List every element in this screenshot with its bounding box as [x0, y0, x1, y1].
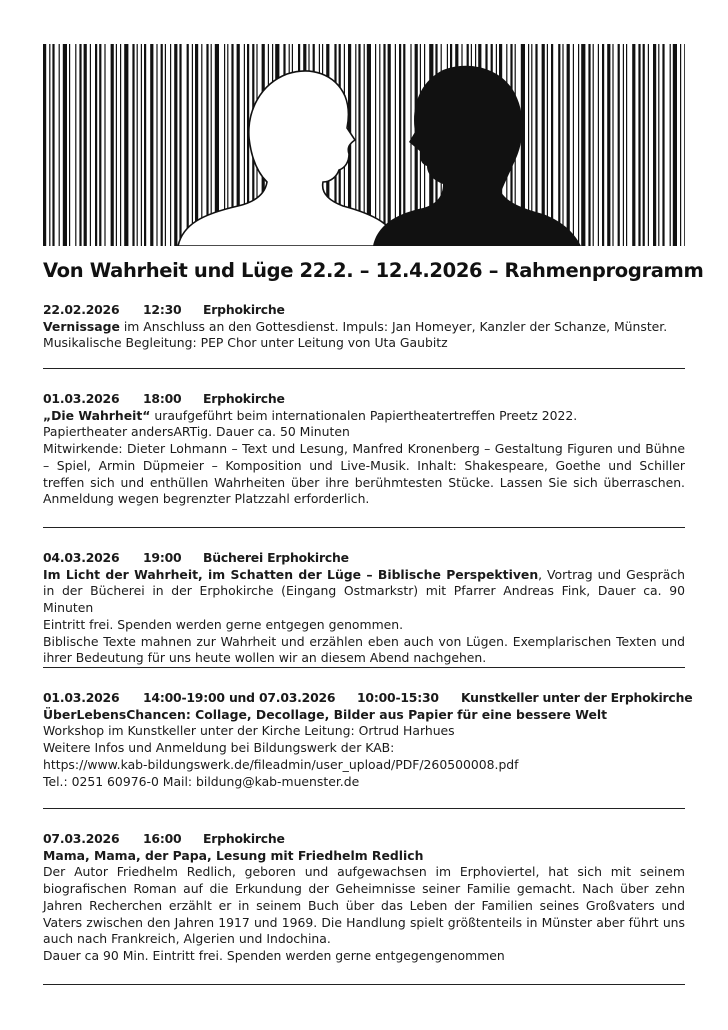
- event-place: Erphokirche: [203, 831, 285, 846]
- event-text: Dauer ca 90 Min. Eintritt frei. Spenden werden gerne entgegengenommen: [43, 947, 505, 963]
- event-meta: [43, 550, 685, 567]
- two-faces-barcode-illustration: [43, 44, 685, 246]
- event-text: Weitere Infos und Anmeldung bei Bildungswerk der KAB:: [43, 740, 395, 756]
- event-highlight: ÜberLebensChancen: Collage, Decollage, Bilder aus Papier für eine bessere Welt: [43, 706, 608, 722]
- event-meta: [43, 831, 685, 848]
- event-date: 07.03.2026: [43, 831, 120, 846]
- event-place: Erphokirche: [203, 391, 285, 406]
- event-time: 19:00: [143, 550, 182, 565]
- event-meta: [43, 391, 685, 408]
- barcode-silhouette-banner: [43, 44, 685, 246]
- divider: [43, 527, 685, 528]
- event-time: 12:30: [143, 302, 182, 317]
- divider: [43, 808, 685, 809]
- page-title: Von Wahrheit und Lüge 22.2. – 12.4.2026 – Rahmenprogramm: [43, 259, 704, 282]
- event-5: [43, 831, 685, 965]
- event-text: uraufgeführt beim internationalen Papiertheatertreffen Preetz 2022.: [150, 407, 578, 423]
- event-description: [43, 408, 685, 425]
- event-2: [43, 391, 685, 508]
- event-text: Der Autor Friedhelm Redlich, geboren und aufgewachsen im Erphoviertel, hat sich mit seinem biografischen Roman auf die Erkundung der Geheimnisse seiner Familie gemacht. Nach über zehn Jahren Recherchen erzählt er in seinem Buch über das Leben der Familien seines Großvaters und Vaters zwischen den Jahren 1917 und 1969. Die Handlung spielt größtenteils in Münster aber führt uns auch nach Frankreich, Algerien und Indochina.: [43, 864, 685, 947]
- event-3: [43, 550, 685, 667]
- event-description: [43, 319, 685, 336]
- divider: [43, 667, 685, 668]
- event-place: Erphokirche: [203, 302, 285, 317]
- event-link[interactable]: https://www.kab-bildungswerk.de/fileadmin/user_upload/PDF/260500008.pdf: [43, 756, 519, 772]
- event-4: [43, 690, 693, 790]
- event-place: Bücherei Erphokirche: [203, 550, 349, 565]
- event-1: [43, 302, 685, 352]
- event-time-2: 10:00-15:30: [357, 690, 439, 705]
- event-highlight: „Die Wahrheit“: [43, 407, 151, 423]
- event-text: Eintritt frei. Spenden werden gerne entgegen genommen.: [43, 616, 404, 632]
- event-date: 22.02.2026: [43, 302, 120, 317]
- event-text: Mitwirkende: Dieter Lohmann – Text und Lesung, Manfred Kronenberg – Gestaltung Figuren und Bühne – Spiel, Armin Düpmeier – Komposition und Live-Musik. Inhalt: Shakespeare, Goethe und Schiller treffen sich und enthüllen Wahrheiten über ihre berühmtesten Stücke. Lassen Sie sich überraschen. Anmeldung wegen begrenzter Platzzahl erforderlich.: [43, 441, 685, 507]
- event-highlight: Vernissage: [43, 318, 120, 334]
- event-text: Papiertheater andersARTig. Dauer ca. 50 Minuten: [43, 424, 350, 440]
- event-time: 18:00: [143, 391, 182, 406]
- divider: [43, 984, 685, 985]
- event-time: 16:00: [143, 831, 182, 846]
- event-place: Kunstkeller unter der Erphokirche: [461, 690, 693, 705]
- event-text: Biblische Texte mahnen zur Wahrheit und erzählen eben auch von Lügen. Exemplarischen Texten und ihrer Bedeutung für uns heute wollen wir an diesem Abend nachgehen.: [43, 633, 685, 666]
- event-date: 01.03.2026: [43, 391, 120, 406]
- event-meta: [43, 302, 685, 319]
- event-text: , Vortrag und Gespräch in der Bücherei in der Erphokirche (Eingang Ostmarkstr) mit Pfarrer Andreas Fink, Dauer ca. 90 Minuten: [43, 566, 685, 616]
- divider: [43, 368, 685, 369]
- event-text: Musikalische Begleitung: PEP Chor unter Leitung von Uta Gaubitz: [43, 335, 448, 351]
- event-description: [43, 567, 685, 617]
- event-contact: Tel.: 0251 60976-0 Mail: bildung@kab-muenster.de: [43, 773, 360, 789]
- event-highlight: Mama, Mama, der Papa, Lesung mit Friedhelm Redlich: [43, 847, 424, 863]
- event-date: 01.03.2026: [43, 690, 120, 705]
- event-time: 14:00-19:00 und 07.03.2026: [143, 690, 336, 705]
- event-highlight: Im Licht der Wahrheit, im Schatten der Lüge – Biblische Perspektiven: [43, 566, 539, 582]
- event-text: im Anschluss an den Gottesdienst. Impuls: Jan Homeyer, Kanzler der Schanze, Münster.: [119, 318, 668, 334]
- event-meta: [43, 690, 693, 707]
- event-date: 04.03.2026: [43, 550, 120, 565]
- event-text: Workshop im Kunstkeller unter der Kirche Leitung: Ortrud Harhues: [43, 723, 455, 739]
